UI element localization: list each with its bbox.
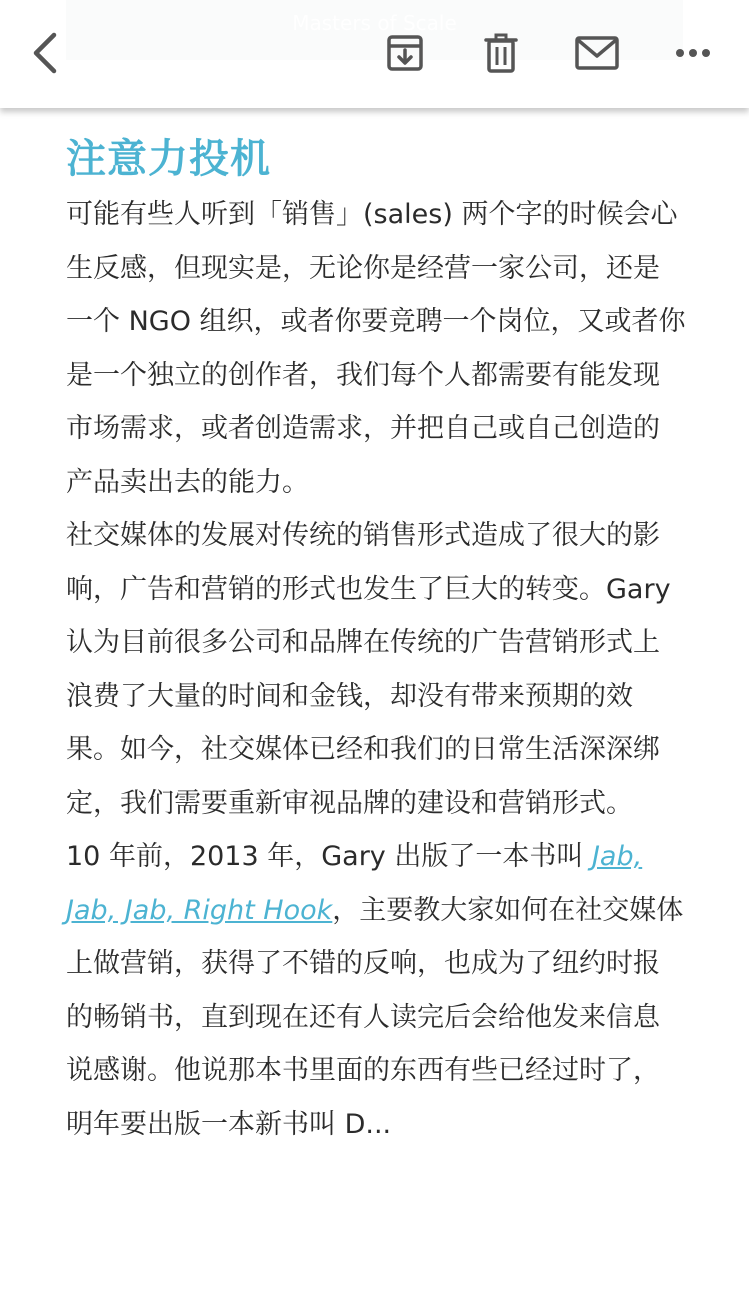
paragraph-sales: 可能有些人听到「销售」(sales) 两个字的时候会心生反感，但现实是，无论你是经营一家公司，还是一个 NGO 组织，或者你要竞聘一个岗位，又或者你是一个独立的创作者，我们每个人都需要有能发现市场需求，或者创造需求，并把自己或自己创造的产品卖出去的能力。: [66, 199, 686, 498]
archive-button[interactable]: [380, 28, 430, 78]
top-toolbar: [0, 0, 749, 108]
toolbar-background: [0, 0, 749, 108]
back-button[interactable]: [20, 28, 70, 78]
paragraph-book-rest: ，主要教大家如何在社交媒体上做营销，获得了不错的反响，也成为了纽约时报的畅销书，直到现在还有人读完后会给他发来信息说感谢。他说那本书里面的东西有些已经过时了，明年要出版一本新书叫 D...: [66, 894, 684, 1140]
more-button[interactable]: [668, 28, 718, 78]
trash-icon: [484, 33, 518, 73]
paragraph-social-media: 社交媒体的发展对传统的销售形式造成了很大的影响，广告和营销的形式也发生了巨大的转变。Gary 认为目前很多公司和品牌在传统的广告营销形式上浪费了大量的时间和金钱，却没有带来预期的效果。如今，社交媒体已经和我们的日常生活深深绑定，我们需要重新审视品牌的建设和营销形式。: [66, 520, 671, 819]
section-heading: 注意力投机: [66, 136, 271, 182]
chevron-left-icon: [30, 31, 60, 75]
more-horizontal-icon: [675, 48, 711, 58]
archive-download-icon: [386, 34, 424, 72]
book-title-link[interactable]: Jab, Jab, Jab, Right Hook: [66, 841, 643, 926]
mail-icon: [575, 36, 619, 70]
paragraph-book-intro: 10 年前，2013 年，Gary 出版了一本书叫: [66, 841, 592, 872]
mail-button[interactable]: [572, 28, 622, 78]
delete-button[interactable]: [476, 28, 526, 78]
paragraph-book: [66, 830, 686, 1151]
article-body: [66, 130, 686, 1151]
